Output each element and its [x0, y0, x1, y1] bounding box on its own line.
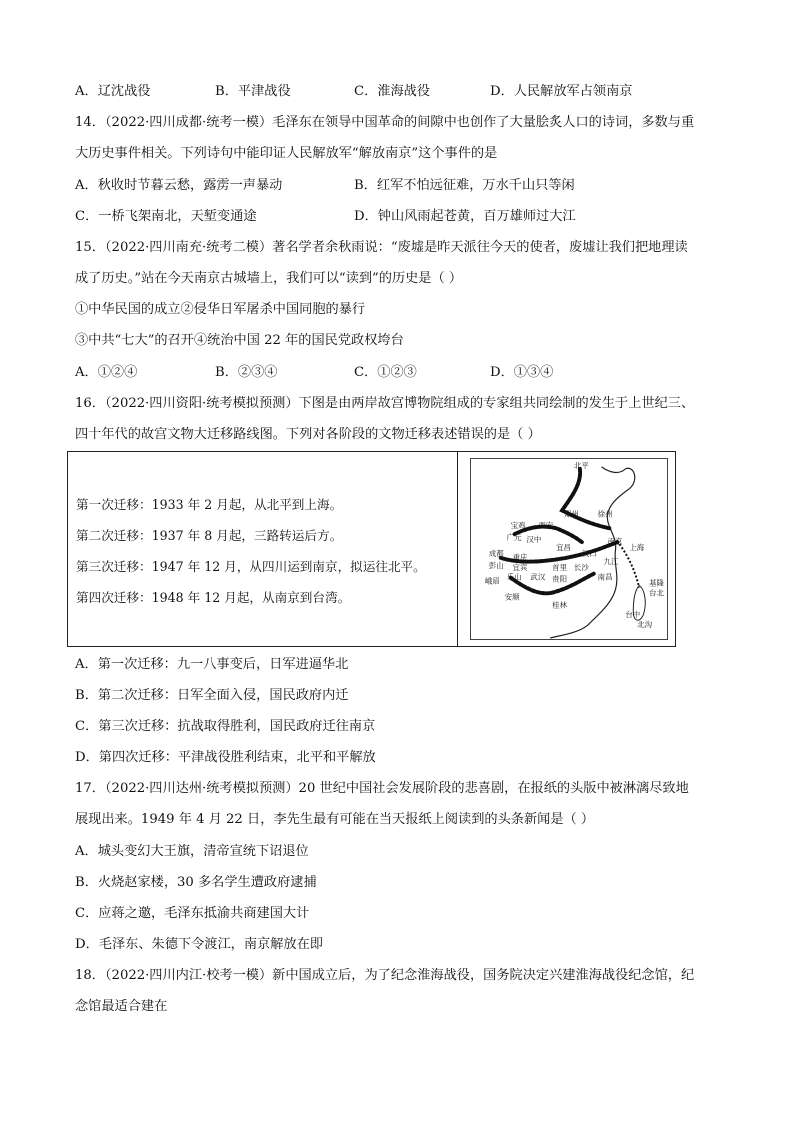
- q17-stem-line2: 展现出来。1949 年 4 月 22 日，李先生最有可能在当天报纸上阅读到的头条新闻是（ ）: [75, 812, 595, 827]
- map-label-xian: 西安: [538, 521, 554, 531]
- q15-items-line1: ①中华民国的成立②侵华日军屠杀中国同胞的暴行: [75, 302, 366, 317]
- map-label-chongqing: 重庆: [512, 552, 528, 562]
- q13-option-b: B．平津战役: [215, 84, 291, 99]
- q16-material-box: [67, 451, 676, 647]
- map-label-hankou: 汉口: [581, 548, 597, 558]
- map-label-changsha: 长沙: [573, 562, 589, 572]
- map-label-guangyuan: 广元: [506, 533, 522, 543]
- q17-stem-line1: 17．（2022·四川达州·统考模拟预测）20 世纪中国社会发展阶段的悲喜剧，在报纸的头版中被淋漓尽致地: [75, 781, 689, 796]
- q17-option-b: B．火烧赵家楼，30 多名学生遭政府逮捕: [75, 875, 317, 890]
- q16-option-c: C．第三次迁移：抗战取得胜利，国民政府迁往南京: [75, 719, 376, 734]
- q14-option-c: C．一桥飞架南北，天堑变通途: [75, 209, 257, 224]
- map-label-xuzhou: 徐州: [597, 509, 613, 519]
- map-label-guilin: 桂林: [552, 600, 567, 610]
- map-label-chengdu: 成都: [488, 548, 504, 558]
- q16-option-d: D．第四次迁移：平津战役胜利结束，北平和平解放: [75, 750, 376, 765]
- relocation-route-map: [470, 458, 668, 640]
- map-label-beiping: 北平: [573, 460, 589, 470]
- map-label-yibin: 宜宾: [512, 562, 528, 572]
- q17-option-a: A．城头变幻大王旗，清帝宣统下诏退位: [75, 844, 309, 859]
- map-label-pengshan: 彭山: [488, 560, 504, 570]
- q15-items-line2: ③中共“七大”的召开④统治中国 22 年的国民党政权垮台: [75, 333, 404, 348]
- map-label-zhengzhou: 郑州: [564, 509, 579, 519]
- q18-stem-line1: 18．（2022·四川内江·校考一模）新中国成立后，为了纪念淮海战役，国务院决定兴建淮海战役纪念馆，纪: [75, 968, 695, 983]
- q14-option-a: A．秋收时节暮云愁，露雳一声暴动: [75, 178, 283, 193]
- map-label-nanchang: 南昌: [597, 572, 613, 582]
- q16-stem-line2: 四十年代的故宫文物大迁移路线图。下列对各阶段的文物迁移表述错误的是（ ）: [75, 427, 541, 442]
- map-label-anshun: 安顺: [504, 592, 520, 602]
- q14-stem-line2: 大历史事件相关。下列诗句中能印证人民解放军“解放南京”这个事件的是: [75, 146, 498, 161]
- q17-option-c: C．应蒋之邀，毛泽东抵渝共商建国大计: [75, 906, 310, 921]
- map-label-wuhan: 武汉: [530, 572, 546, 582]
- q15-option-a: A．①②④: [75, 365, 138, 380]
- map-label-yichang: 宜昌: [556, 542, 571, 552]
- map-label-shanghai: 上海: [629, 542, 645, 552]
- map-label-taichung: 台中: [625, 610, 641, 620]
- q16-option-b: B．第二次迁移：日军全面入侵，国民政府内迁: [75, 688, 349, 703]
- map-label-hanzhong: 汉中: [526, 535, 542, 545]
- q16-stem-line1: 16．（2022·四川资阳·统考模拟预测）下图是由两岸故宫博物院组成的专家组共同绘制的发生于上世纪三、: [75, 396, 695, 411]
- map-label-jiujiang: 九江: [603, 556, 619, 566]
- map-label-baoji: 宝鸡: [510, 521, 526, 531]
- map-label-nanjing: 南京: [607, 537, 623, 547]
- map-label-guiyang: 贵阳: [552, 574, 567, 584]
- q15-options: [75, 364, 715, 382]
- q15-stem-line2: 成了历史。”站在今天南京古城墙上，我们可以“读到”的历史是（ ）: [75, 271, 463, 286]
- route-north: [562, 469, 609, 528]
- map-label-emei: 峨眉: [484, 576, 500, 586]
- q18-stem-line2: 念馆最适合建在: [75, 999, 168, 1014]
- q13-option-c: C．淮海战役: [354, 84, 431, 99]
- q13-option-a: A．辽沈战役: [75, 84, 151, 99]
- q13-option-d: D．人民解放军占领南京: [490, 84, 633, 99]
- q15-stem-line1: 15．（2022·四川南充·统考二模）著名学者余秋雨说：“废墟是昨天派往今天的使者，废墟让我们把地理读: [75, 240, 688, 255]
- route-map-svg: [471, 459, 667, 639]
- q14-stem-line1: 14．（2022·四川成都·统考一模）毛泽东在领导中国革命的间隙中也创作了大量脍炙人口的诗词，多数与重: [75, 115, 695, 130]
- q14-option-b: B．红军不怕远征难，万水千山只等闲: [354, 178, 575, 193]
- q16-migration-2: 第二次迁移：1937 年 8 月起，三路转运后方。: [76, 528, 343, 543]
- q15-option-c: C．①②③: [354, 365, 417, 380]
- q15-option-b: B．②③④: [215, 365, 278, 380]
- q16-option-a: A．第一次迁移：九一八事变后，日军进逼华北: [75, 657, 349, 672]
- q16-migration-3: 第三次迁移：1947 年 12 月，从四川运到南京，拟运往北平。: [76, 559, 426, 574]
- q17-option-d: D．毛泽东、朱德下令渡江，南京解放在即: [75, 937, 323, 952]
- map-label-leshan: 乐山: [506, 572, 522, 582]
- q15-option-d: D．①③④: [490, 365, 554, 380]
- map-label-keelung: 基隆: [649, 578, 664, 588]
- q14-option-d: D．钟山风雨起苍黄，百万雄师过大江: [354, 209, 576, 224]
- box-divider: [457, 452, 458, 646]
- map-label-shouli: 首里: [552, 562, 567, 572]
- q13-options: [75, 83, 715, 101]
- q16-migration-4: 第四次迁移：1948 年 12 月起，从南京到台湾。: [76, 590, 351, 605]
- map-label-beigou: 北沟: [637, 620, 653, 630]
- q16-migration-1: 第一次迁移：1933 年 2 月起，从北平到上海。: [76, 497, 343, 512]
- map-label-taipei: 台北: [649, 588, 664, 598]
